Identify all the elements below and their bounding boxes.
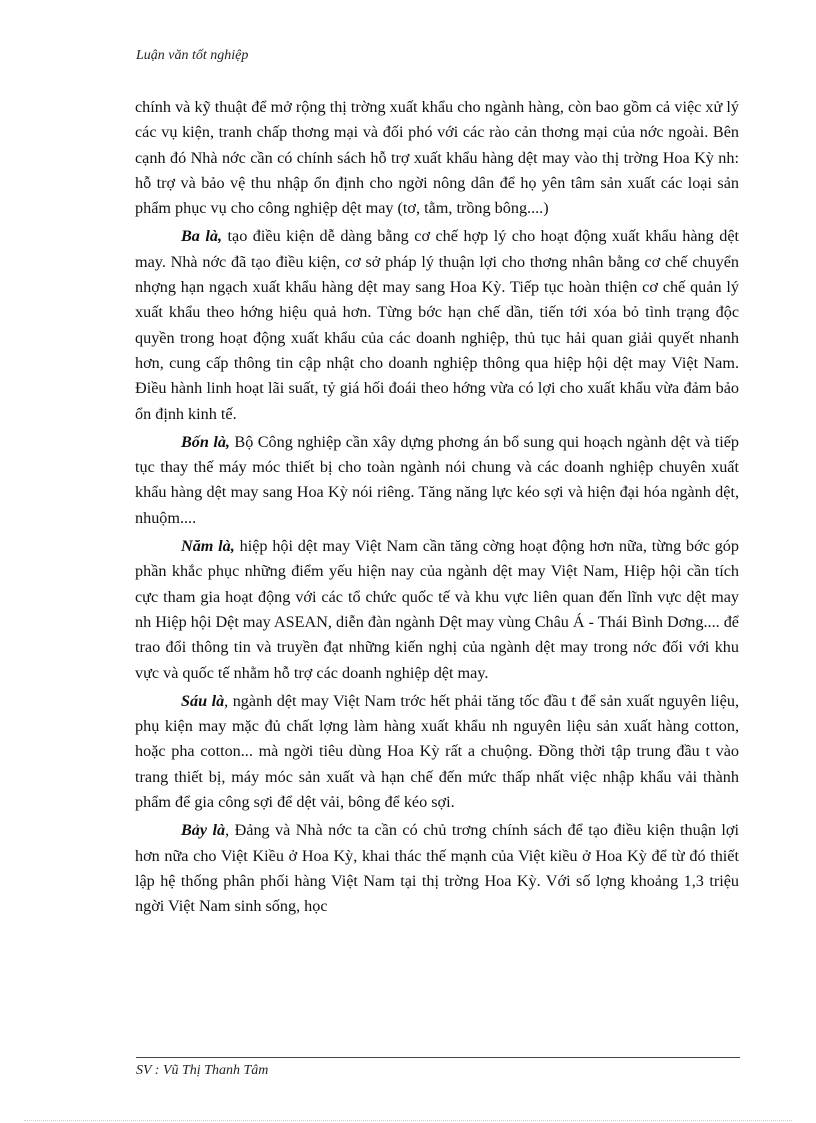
paragraph-sau-la	[135, 689, 739, 815]
paragraph-text: hiệp hội dệt may Việt Nam cần tăng cờng hoạt động hơn nữa, từng bớc góp phần khắc phục những điểm yếu hiện nay của ngành dệt may Việt Nam, Hiệp hội cần tích cực tham gia hoạt động với các tổ chức quốc tế và khu vực liên quan đến lĩnh vực dệt may nh Hiệp hội Dệt may ASEAN, diễn đàn ngành Dệt may vùng Châu Á - Thái Bình Dơng.... để trao đổi thông tin và truyền đạt những kiến nghị của ngành dệt may trong nớc đối với khu vực và quốc tế nhằm hỗ trợ các doanh nghiệp dệt may.	[135, 537, 739, 682]
paragraph-lead: Năm là,	[181, 537, 235, 556]
paragraph-bay-la	[135, 818, 739, 919]
paragraph-nam-la	[135, 534, 739, 686]
page-edge-divider	[24, 1120, 792, 1121]
running-footer: SV : Vũ Thị Thanh Tâm	[136, 1063, 269, 1078]
paragraph-text: Bộ Công nghiệp cần xây dựng phơng án bổ sung qui hoạch ngành dệt và tiếp tục thay thế máy móc thiết bị cho toàn ngành nói chung và các doanh nghiệp chuyên xuất khẩu hàng dệt may sang Hoa Kỳ nói riêng. Tăng năng lực kéo sợi và hiện đại hóa ngành dệt, nhuộm....	[135, 432, 739, 527]
paragraph-bon-la	[135, 430, 739, 531]
paragraph-ba-la	[135, 224, 739, 426]
paragraph-text: chính và kỹ thuật để mở rộng thị trờng xuất khẩu cho ngành hàng, còn bao gồm cả việc xử lý các vụ kiện, tranh chấp thơng mại và đối phó với các rào cản thơng mại của nớc ngoài. Bên cạnh đó Nhà nớc cần có chính sách hỗ trợ xuất khẩu hàng dệt may vào thị trờng Hoa Kỳ nh: hỗ trợ và bảo vệ thu nhập ổn định cho ngời nông dân để họ yên tâm sản xuất các loại sản phẩm phục vụ cho công nghiệp dệt may (tơ, tằm, trồng bông....)	[135, 98, 739, 218]
paragraph-lead: Bảy là	[181, 821, 226, 840]
paragraph-lead: Sáu là	[181, 691, 225, 710]
paragraph-lead: Ba là,	[181, 227, 223, 246]
running-header: Luận văn tốt nghiệp	[136, 48, 249, 63]
footer-divider	[136, 1057, 740, 1058]
paragraph-text: , Đảng và Nhà nớc ta cần có chủ trơng chính sách để tạo điều kiện thuận lợi hơn nữa cho Việt Kiều ở Hoa Kỳ, khai thác thế mạnh của Việt kiều ở Hoa Kỳ để từ đó thiết lập hệ thống phân phối hàng Việt Nam tại thị trờng Hoa Kỳ. Với số lợng khoảng 1,3 triệu ngời Việt Nam sinh sống, học	[135, 821, 739, 916]
paragraph-text: tạo điều kiện dễ dàng bằng cơ chế hợp lý cho hoạt động xuất khẩu hàng dệt may. Nhà nớc đã tạo điều kiện, cơ sở pháp lý thuận lợi cho thơng nhân bằng cơ chế chuyển nhợng hạn ngạch xuất khẩu hàng dệt may sang Hoa Kỳ. Tiếp tục hoàn thiện cơ chế quản lý xuất khẩu theo hớng hiệu quả hơn. Từng bớc hạn chế dần, tiến tới xóa bỏ tình trạng độc quyền trong hoạt động xuất khẩu của các doanh nghiệp, thủ tục hải quan giải quyết nhanh hơn, cung cấp thông tin cập nhật cho doanh nghiệp thông qua hiệp hội dệt may Việt Nam. Điều hành linh hoạt lãi suất, tỷ giá hối đoái theo hớng vừa có lợi cho xuất khẩu vừa đảm bảo ổn định kinh tế.	[135, 227, 739, 423]
paragraph-lead: Bốn là,	[181, 432, 230, 451]
paragraph-text: , ngành dệt may Việt Nam trớc hết phải tăng tốc đầu t để sản xuất nguyên liệu, phụ kiện may mặc đủ chất lợng làm hàng xuất khẩu nh nguyên liệu sản xuất hàng cotton, hoặc pha cotton... mà ngời tiêu dùng Hoa Kỳ rất a chuộng. Đồng thời tập trung đầu t vào trang thiết bị, máy móc sản xuất và hạn chế đến mức thấp nhất việc nhập khẩu vải thành phẩm để gia công sợi để dệt vải, bông để kéo sợi.	[135, 691, 739, 812]
paragraph-continuation	[135, 95, 739, 221]
body-text	[135, 95, 739, 923]
